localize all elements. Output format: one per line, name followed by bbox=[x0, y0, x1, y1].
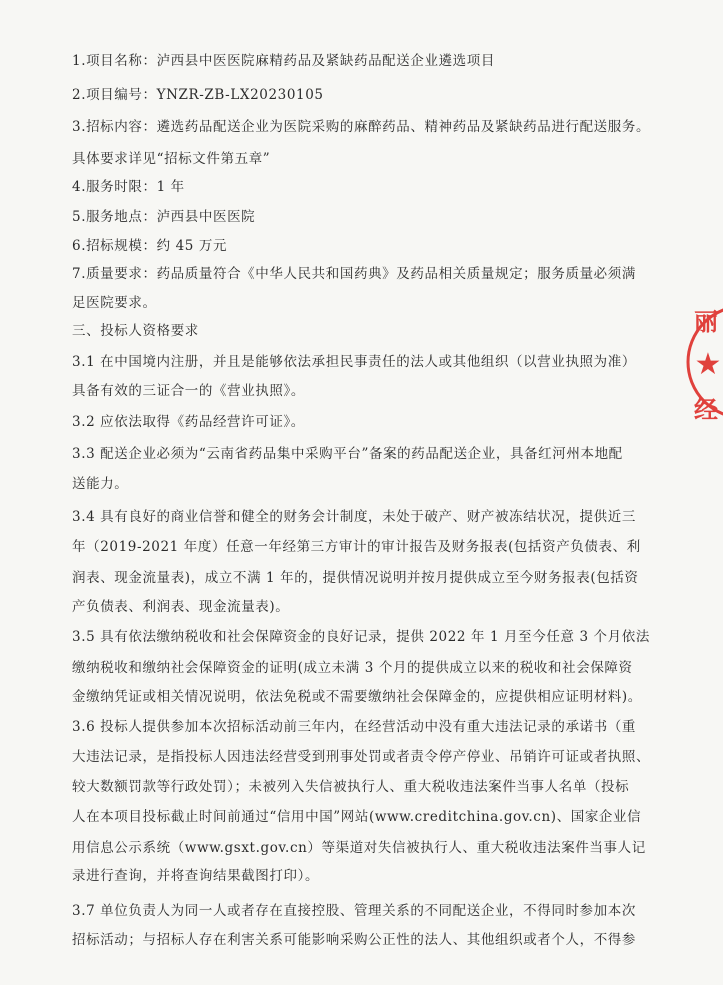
clause-3-6-cont-5: 录进行查询，并将查询结果截图打印）。 bbox=[72, 868, 320, 884]
clause-3-5-cont-1: 缴纳税收和缴纳社会保障资金的证明(成立未满 3 个月的提供成立以来的税收和社会保障资 bbox=[72, 660, 633, 676]
item-quality-requirement-cont: 足医院要求。 bbox=[72, 295, 157, 311]
clause-3-3: 3.3 配送企业必须为“云南省药品集中采购平台”备案的药品配送企业，具备红河州本地配 bbox=[72, 446, 623, 462]
clause-3-6: 3.6 投标人提供参加本次招标活动前三年内，在经营活动中没有重大违法记录的承诺书（重 bbox=[72, 719, 636, 735]
clause-3-3-cont: 送能力。 bbox=[72, 476, 129, 492]
item-project-number: 2.项目编号：YNZR-ZB-LX20230105 bbox=[72, 87, 324, 103]
item-bid-content: 3.招标内容：遴选药品配送企业为医院采购的麻醉药品、精神药品及紧缺药品进行配送服务。 bbox=[72, 119, 651, 135]
clause-3-6-cont-2: 较大数额罚款等行政处罚）；未被列入失信被执行人、重大税收违法案件当事人名单（投标 bbox=[72, 779, 630, 795]
clause-3-4-cont-3: 产负债表、利润表、现金流量表)。 bbox=[72, 599, 290, 615]
item-project-name: 1.项目名称：泸西县中医医院麻精药品及紧缺药品配送企业遴选项目 bbox=[72, 53, 495, 69]
clause-3-4-cont-2: 润表、现金流量表)，成立不满 1 年的，提供情况说明并按月提供成立至今财务报表(包括资 bbox=[72, 570, 639, 586]
item-quality-requirement: 7.质量要求：药品质量符合《中华人民共和国药典》及药品相关质量规定；服务质量必须满 bbox=[72, 266, 636, 282]
item-bid-content-cont: 具体要求详见“招标文件第五章” bbox=[72, 151, 271, 167]
seal-char-bottom: 经 bbox=[694, 396, 718, 424]
clause-3-6-cont-3: 人在本项目投标截止时间前通过“信用中国”网站(www.creditchina.gov.cn)、国家企业信 bbox=[72, 809, 642, 825]
clause-3-1-cont: 具备有效的三证合一的《营业执照》。 bbox=[72, 383, 305, 399]
seal-char-top: 丽 bbox=[694, 308, 718, 336]
clause-3-7: 3.7 单位负责人为同一人或者存在直接控股、管理关系的不同配送企业，不得同时参加本次 bbox=[72, 903, 636, 919]
item-service-period: 4.服务时限：1 年 bbox=[72, 179, 185, 195]
seal-star-icon: ★ bbox=[694, 347, 722, 382]
clause-3-6-cont-4: 用信息公示系统（www.gsxt.gov.cn）等渠道对失信被执行人、重大税收违法案件当事人记 bbox=[72, 840, 646, 856]
item-service-location: 5.服务地点：泸西县中医医院 bbox=[72, 209, 256, 225]
clause-3-2: 3.2 应依法取得《药品经营许可证》。 bbox=[72, 414, 305, 430]
clause-3-7-cont: 招标活动；与招标人存在利害关系可能影响采购公正性的法人、其他组织或者个人，不得参 bbox=[72, 932, 636, 948]
item-bid-scale: 6.招标规模：约 45 万元 bbox=[72, 238, 228, 254]
clause-3-6-cont-1: 大违法记录，是指投标人因违法经营受到刑事处罚或者责令停产停业、吊销许可证或者执照、 bbox=[72, 749, 651, 765]
clause-3-5: 3.5 具有依法缴纳税收和社会保障资金的良好记录，提供 2022 年 1 月至今任意 3 个月依法 bbox=[72, 629, 650, 645]
clause-3-1: 3.1 在中国境内注册，并且是能够依法承担民事责任的法人或其他组织（以营业执照为准） bbox=[72, 354, 636, 370]
section-heading-qualifications: 三、投标人资格要求 bbox=[72, 323, 199, 339]
clause-3-5-cont-2: 金缴纳凭证或相关情况说明，依法免税或不需要缴纳社会保障金的，应提供相应证明材料)。 bbox=[72, 689, 642, 705]
clause-3-4: 3.4 具有良好的商业信誉和健全的财务会计制度，未处于破产、财产被冻结状况，提供近三 bbox=[72, 509, 636, 525]
clause-3-4-cont-1: 年（2019-2021 年度）任意一年经第三方审计的审计报告及财务报表(包括资产负债表、利 bbox=[72, 539, 641, 555]
company-seal-stamp bbox=[686, 292, 723, 432]
